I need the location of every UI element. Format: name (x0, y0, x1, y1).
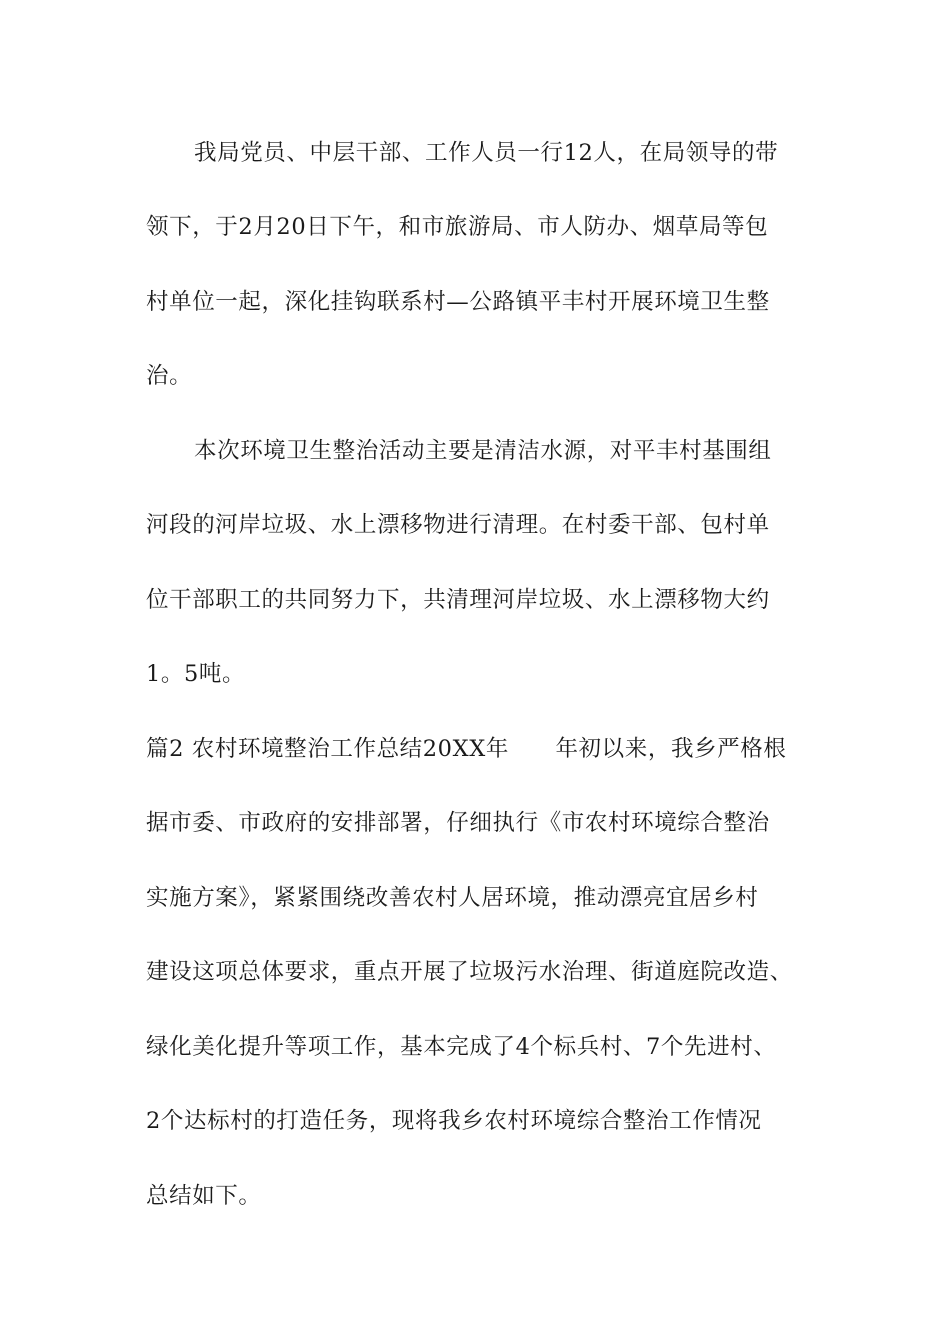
paragraph-3-line-5: 绿化美化提升等项工作，基本完成了4个标兵村、7个先进村、 (146, 1034, 777, 1060)
paragraph-1-line-3: 村单位一起，深化挂钩联系村—公路镇平丰村开展环境卫生整 (146, 289, 770, 315)
paragraph-3-line-7: 总结如下。 (146, 1183, 262, 1209)
paragraph-3-line-6: 2个达标村的打造任务，现将我乡农村环境综合整治工作情况 (146, 1108, 762, 1134)
paragraph-1-line-4: 治。 (146, 363, 193, 389)
paragraph-2-line-3: 位干部职工的共同努力下，共清理河岸垃圾、水上漂移物大约 (146, 587, 770, 613)
paragraph-1-line-2: 领下，于2月20日下午，和市旅游局、市人防办、烟草局等包 (146, 214, 769, 240)
paragraph-2-line-2: 河段的河岸垃圾、水上漂移物进行清理。在村委干部、包村单 (146, 512, 770, 538)
paragraph-3-line-1: 篇2 农村环境整治工作总结20XX年 年初以来，我乡严格根 (146, 736, 787, 762)
paragraph-2-line-1: 本次环境卫生整治活动主要是清洁水源，对平丰村基围组 (194, 438, 772, 464)
paragraph-1-line-1: 我局党员、中层干部、工作人员一行12人，在局领导的带 (194, 140, 779, 166)
paragraph-3-line-3: 实施方案》，紧紧围绕改善农村人居环境，推动漂亮宜居乡村 (146, 885, 759, 911)
paragraph-3-line-4: 建设这项总体要求，重点开展了垃圾污水治理、街道庭院改造、 (146, 959, 793, 985)
paragraph-2-line-4: 1。5吨。 (146, 661, 246, 687)
paragraph-3-line-2: 据市委、市政府的安排部署，仔细执行《市农村环境综合整治 (146, 810, 770, 836)
